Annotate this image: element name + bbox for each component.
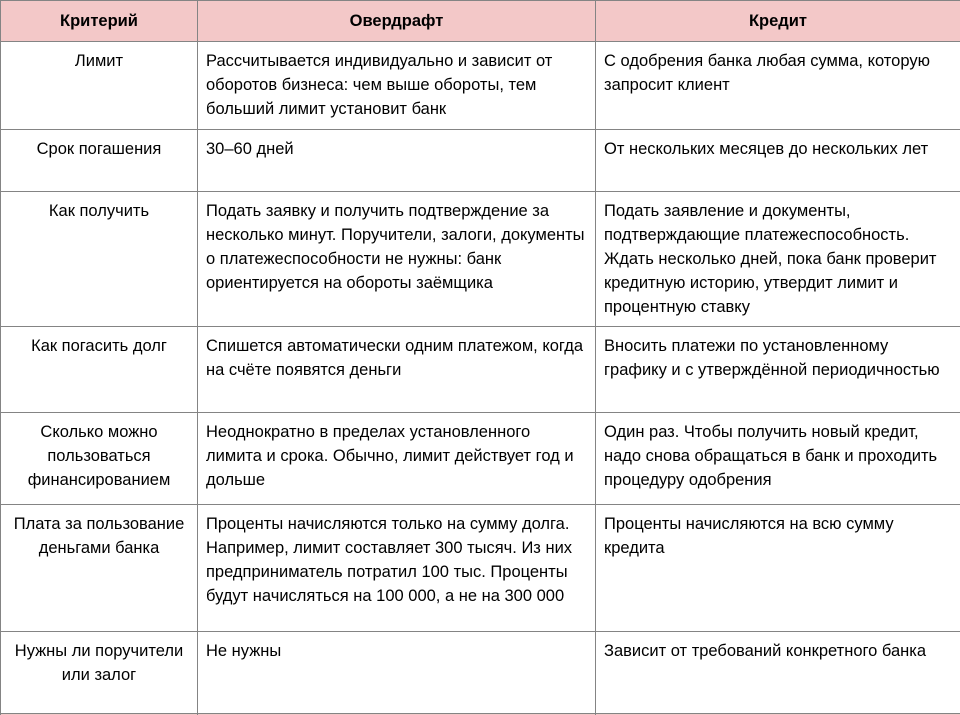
table-row bbox=[1, 192, 960, 327]
table-row bbox=[1, 505, 960, 632]
cell-credit: С одобрения банка любая сумма, которую запросит клиент bbox=[596, 42, 960, 130]
cell-credit: Зависит от требований конкретного банка bbox=[596, 632, 960, 714]
header-row bbox=[1, 1, 960, 42]
table-row bbox=[1, 413, 960, 505]
header-criterion: Критерий bbox=[1, 1, 198, 42]
cell-overdraft: Проценты начисляются только на сумму долга. Например, лимит составляет 300 тысяч. Из них предприниматель потратил 100 тыс. Проценты будут начисляться на 100 000, а не на 300 000 bbox=[198, 505, 596, 632]
cell-credit: Проценты начисляются на всю сумму кредита bbox=[596, 505, 960, 632]
cell-criterion: Лимит bbox=[1, 42, 198, 130]
cell-criterion: Как получить bbox=[1, 192, 198, 327]
cell-credit: Один раз. Чтобы получить новый кредит, надо снова обращаться в банк и проходить процедуру одобрения bbox=[596, 413, 960, 505]
table-row bbox=[1, 632, 960, 714]
cell-overdraft: Подать заявку и получить подтверждение за несколько минут. Поручители, залоги, документы о платежеспособности не нужны: банк ориентируется на обороты заёмщика bbox=[198, 192, 596, 327]
cell-overdraft: Спишется автоматически одним платежом, когда на счёте появятся деньги bbox=[198, 327, 596, 413]
table-row bbox=[1, 327, 960, 413]
cell-criterion: Нужны ли поручители или залог bbox=[1, 632, 198, 714]
header-overdraft: Овердрафт bbox=[198, 1, 596, 42]
table-row bbox=[1, 42, 960, 130]
cell-criterion: Срок погашения bbox=[1, 130, 198, 192]
cell-overdraft: Рассчитывается индивидуально и зависит от оборотов бизнеса: чем выше обороты, тем больший лимит установит банк bbox=[198, 42, 596, 130]
cell-credit: Вносить платежи по установленному графику и с утверждённой периодичностью bbox=[596, 327, 960, 413]
cell-criterion: Плата за пользование деньгами банка bbox=[1, 505, 198, 632]
cell-criterion: Сколько можно пользоваться финансированием bbox=[1, 413, 198, 505]
cell-overdraft: Не нужны bbox=[198, 632, 596, 714]
cell-overdraft: Неоднократно в пределах установленного лимита и срока. Обычно, лимит действует год и дольше bbox=[198, 413, 596, 505]
cell-overdraft: 30–60 дней bbox=[198, 130, 596, 192]
cell-criterion: Как погасить долг bbox=[1, 327, 198, 413]
header-credit: Кредит bbox=[596, 1, 960, 42]
table-row bbox=[1, 130, 960, 192]
cell-credit: Подать заявление и документы, подтверждающие платежеспособность. Ждать несколько дней, пока банк проверит кредитную историю, утвердит лимит и процентную ставку bbox=[596, 192, 960, 327]
cell-credit: От нескольких месяцев до нескольких лет bbox=[596, 130, 960, 192]
